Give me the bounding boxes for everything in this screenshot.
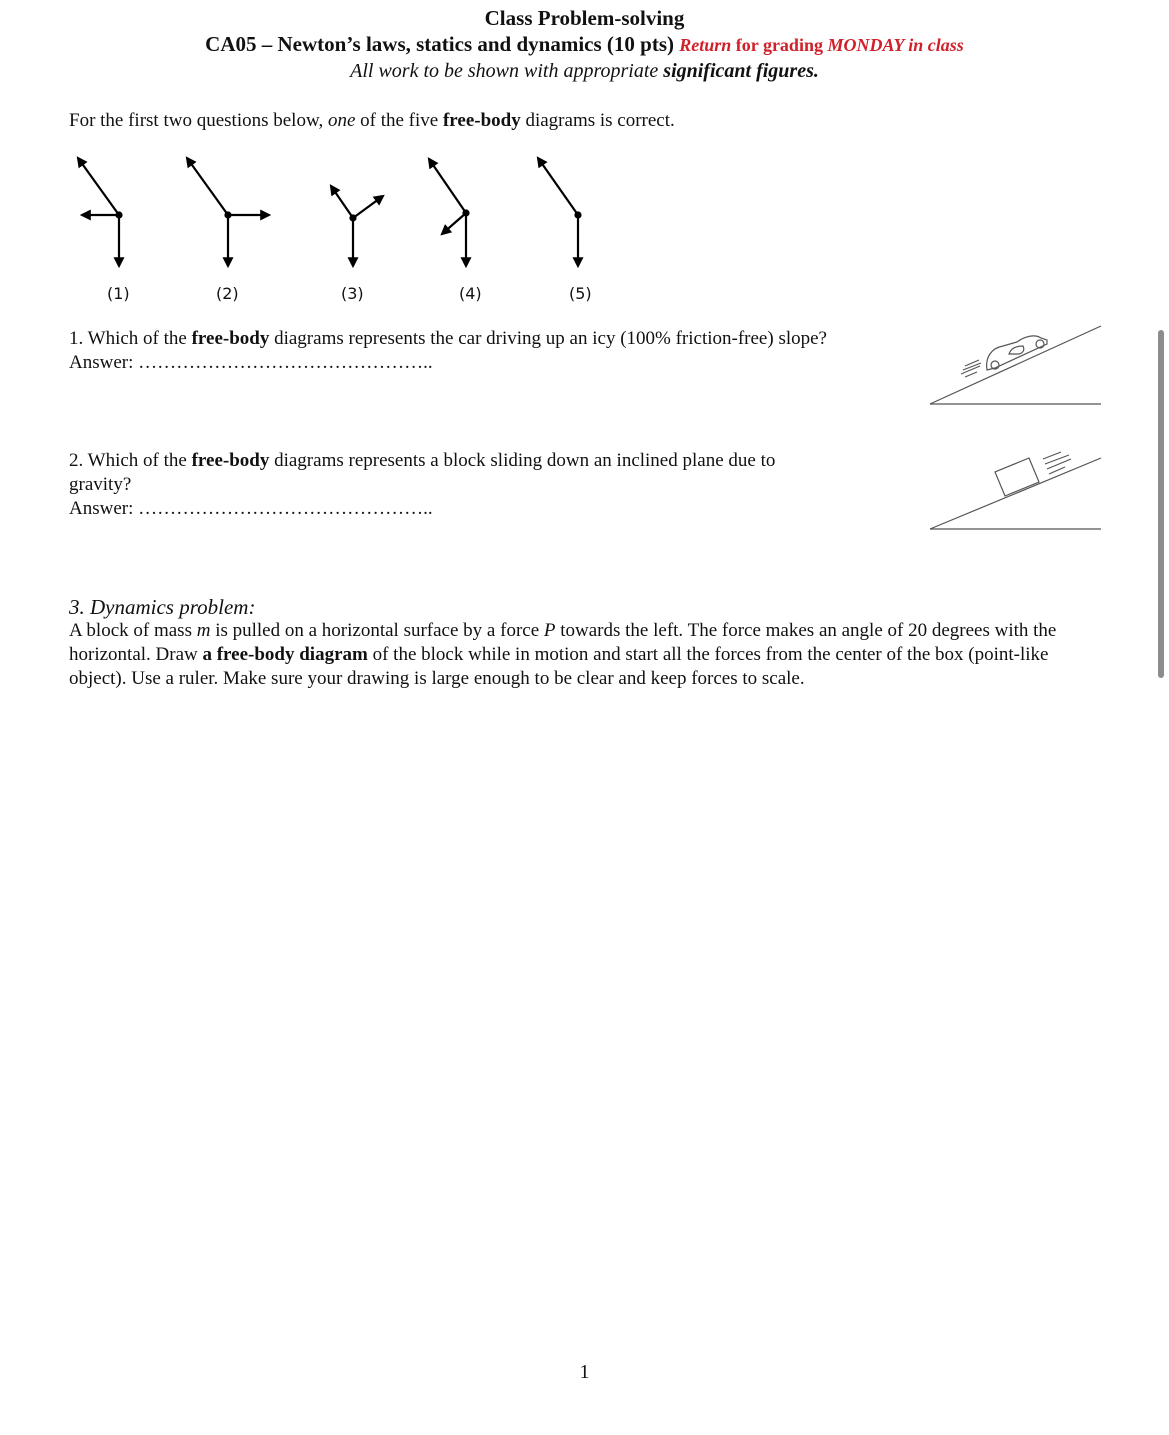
diagram-5: [538, 158, 581, 266]
diagram-label: (1): [107, 284, 130, 303]
page-number: 1: [579, 1361, 590, 1383]
instructions-line: All work to be shown with appropriate significant figures.: [350, 60, 819, 82]
question-1: 1. Which of the free-body diagrams represents the car driving up an icy (100% friction-free) slope? Answer: ………………………………………..: [69, 327, 919, 375]
intro-text: For the first two questions below, one of the five free-body diagrams is correct.: [69, 110, 675, 131]
grading-note: Return for grading MONDAY in class: [679, 35, 964, 55]
question-3-body: A block of mass m is pulled on a horizontal surface by a force P towards the left. The force makes an angle of 20 degrees with the horizontal. Draw a free-body diagram of the block while in motion and start all the forces from the center of the box (point-like object). Use a ruler. Make sure your drawing is large enough to be clear and keep forces to scale.: [69, 620, 1057, 689]
diagram-label: (2): [216, 284, 239, 303]
answer-line-2[interactable]: Answer: ………………………………………..: [69, 498, 433, 519]
diagram-3: [331, 186, 383, 266]
diagram-2: [187, 158, 269, 266]
diagram-label: (4): [459, 284, 482, 303]
diagram-label: (5): [569, 284, 592, 303]
question-2: 2. Which of the free-body diagrams represents a block sliding down an inclined plane due to gravity? Answer: ………………………………………..: [69, 449, 889, 521]
page-title: Class Problem-solving: [484, 6, 685, 30]
answer-line-1[interactable]: Answer: ………………………………………..: [69, 352, 433, 373]
scrollbar[interactable]: [1158, 330, 1164, 678]
free-body-diagrams: [0, 0, 1169, 300]
diagram-1: [78, 158, 122, 266]
question-3: [69, 595, 1109, 691]
assignment-title: CA05 – Newton’s laws, statics and dynamics (10 pts): [205, 32, 674, 56]
block-on-incline-illustration: [925, 445, 1125, 545]
question-3-heading: 3. Dynamics problem:: [69, 595, 256, 619]
diagram-label: (3): [341, 284, 364, 303]
car-on-slope-illustration: [925, 320, 1125, 420]
diagram-4: [429, 159, 469, 266]
